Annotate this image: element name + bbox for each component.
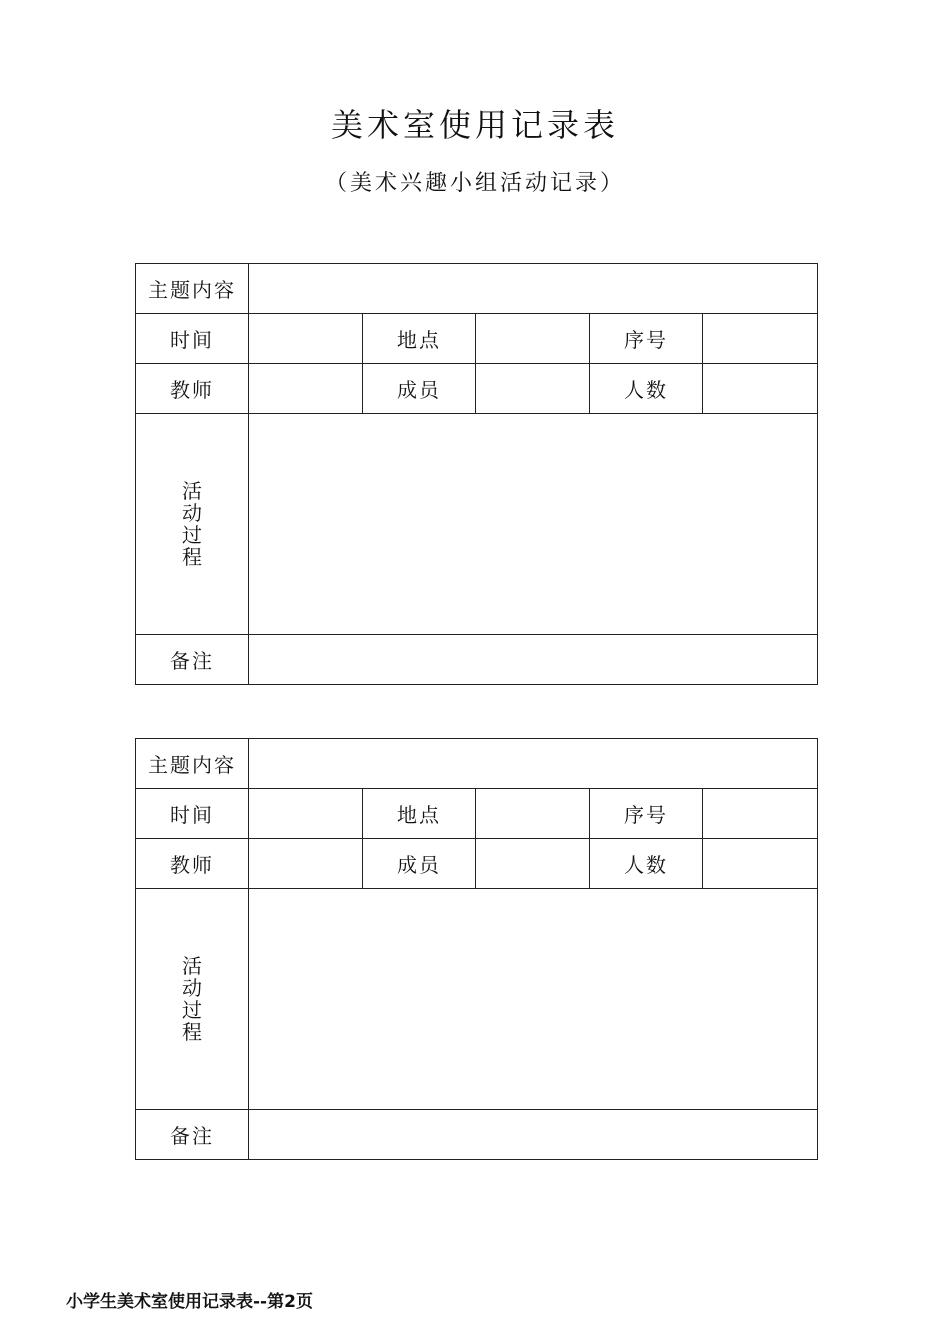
topic-label: 主题内容 (136, 264, 249, 314)
remarks-label: 备注 (136, 1110, 249, 1160)
remarks-row (136, 635, 818, 685)
count-field[interactable] (703, 839, 818, 889)
process-row (136, 414, 818, 635)
teacher-label: 教师 (136, 364, 249, 414)
time-row (136, 314, 818, 364)
process-field[interactable] (249, 414, 818, 635)
process-label-cell (136, 889, 249, 1110)
topic-row (136, 264, 818, 314)
topic-field[interactable] (249, 739, 818, 789)
page-footer: 小学生美术室使用记录表--第2页 (66, 1292, 313, 1312)
serial-field[interactable] (703, 789, 818, 839)
serial-field[interactable] (703, 314, 818, 364)
topic-row (136, 739, 818, 789)
process-label-cell (136, 414, 249, 635)
count-label: 人数 (590, 839, 703, 889)
count-label: 人数 (590, 364, 703, 414)
process-label: 活动过程 (182, 953, 202, 1044)
members-label: 成员 (363, 364, 476, 414)
remarks-label: 备注 (136, 635, 249, 685)
time-label: 时间 (136, 314, 249, 364)
record-table-2 (135, 738, 818, 1160)
teacher-row (136, 839, 818, 889)
location-label: 地点 (363, 789, 476, 839)
teacher-field[interactable] (249, 364, 363, 414)
remarks-field[interactable] (249, 1110, 818, 1160)
count-field[interactable] (703, 364, 818, 414)
remarks-row (136, 1110, 818, 1160)
process-field[interactable] (249, 889, 818, 1110)
time-row (136, 789, 818, 839)
location-field[interactable] (476, 789, 590, 839)
location-label: 地点 (363, 314, 476, 364)
remarks-field[interactable] (249, 635, 818, 685)
process-row (136, 889, 818, 1110)
location-field[interactable] (476, 314, 590, 364)
members-label: 成员 (363, 839, 476, 889)
members-field[interactable] (476, 364, 590, 414)
topic-label: 主题内容 (136, 739, 249, 789)
serial-label: 序号 (590, 314, 703, 364)
members-field[interactable] (476, 839, 590, 889)
time-field[interactable] (249, 314, 363, 364)
page-subtitle: （美术兴趣小组活动记录） (324, 171, 625, 196)
serial-label: 序号 (590, 789, 703, 839)
process-label: 活动过程 (182, 478, 202, 569)
teacher-row (136, 364, 818, 414)
teacher-label: 教师 (136, 839, 249, 889)
record-table-1 (135, 263, 818, 685)
time-label: 时间 (136, 789, 249, 839)
time-field[interactable] (249, 789, 363, 839)
page-title: 美术室使用记录表 (330, 106, 619, 144)
topic-field[interactable] (249, 264, 818, 314)
teacher-field[interactable] (249, 839, 363, 889)
